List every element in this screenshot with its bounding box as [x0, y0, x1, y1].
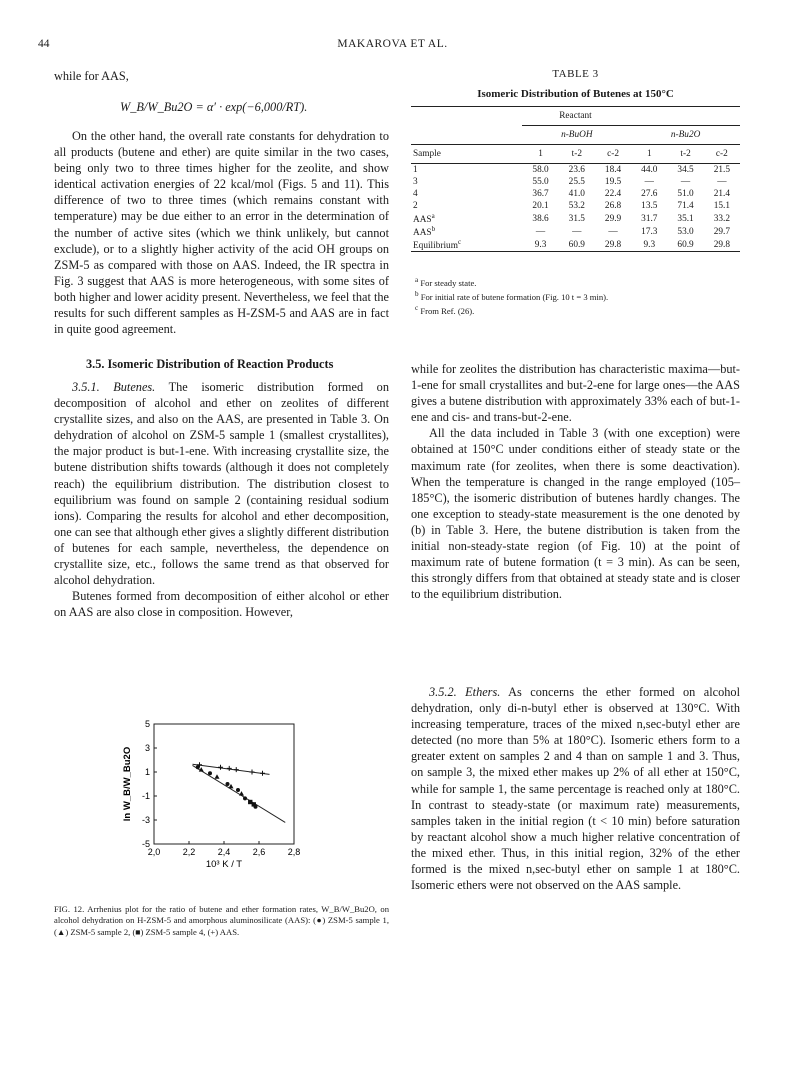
subsection-butenes: 3.5.1. Butenes.	[72, 380, 156, 394]
data-point-circle	[236, 788, 240, 792]
paragraph-text: while for zeolites the distribution has characteristic maxima—but-1-ene for small crystallites and but-2-ene for large ones—the AAS gives a butene distribution with approximately 33% each of but-1-ene and cis- and trans-but-2-ene.	[411, 362, 740, 425]
y-tick-label: 1	[144, 767, 150, 777]
data-point-circle	[226, 782, 230, 786]
table-row	[411, 188, 740, 200]
plot-frame	[154, 724, 294, 844]
x-tick-label: 2,8	[287, 847, 301, 857]
table-group-buoh: n-BuOH	[522, 126, 631, 145]
table-cell-sample: 1	[413, 165, 418, 175]
table-row	[411, 238, 740, 252]
table-cell: 29.8	[595, 238, 631, 252]
table-subcol: 1	[631, 145, 667, 164]
data-point-plus	[260, 771, 265, 776]
data-point-plus	[227, 766, 232, 771]
table-subcol: t-2	[667, 145, 703, 164]
data-point-square	[252, 802, 256, 806]
table-cell: 13.5	[641, 201, 658, 211]
table-footnotes	[415, 275, 608, 317]
x-tick-label: 2,2	[182, 847, 196, 857]
table-cell: 29.7	[713, 226, 730, 237]
table-cell: 31.5	[568, 213, 585, 224]
table-cell: 29.8	[704, 238, 740, 252]
paragraph-text: Butenes formed from decomposition of either alcohol or ether on AAS are also close in composition. However,	[54, 589, 389, 620]
footnote-mark: a	[431, 212, 435, 220]
table-cell: 34.5	[677, 165, 694, 175]
footnote-a: $^a$ For steady state.	[415, 276, 477, 288]
table-isomeric-distribution	[411, 106, 740, 252]
table-cell: 22.4	[604, 189, 622, 199]
table-cell: 71.4	[677, 201, 694, 211]
page-number: 44	[38, 38, 50, 50]
table-cell: 53.2	[568, 201, 585, 211]
paragraph-text: The isomeric distribution formed on decomposition of alcohol and ether on zeolites of different crystallite sizes, and also on the AAS, are presented in Table 3. On dehydration of alcohol on ZSM-5 sample 1 (smallest crystallites), the major product is but-1-ene. With increasing crystallite size, the butene distribution shifts towards (although it does not completely reach) the equilibrium distribution. The distribution closest to equilibrium was found on sample 2 (containing residual sodium ions). Comparing the results for alcohol and ether decomposition, one can see that although ether gives a slightly different distribution of butenes for each sample, nevertheless, the dependence on crystallite size, etc., follows the same trend as that observed for alcohol dehydration.	[54, 380, 389, 588]
data-point-plus	[218, 765, 223, 770]
paragraph-text: As concerns the ether formed on alcohol dehydration, only di-n-butyl ether is observed at 130°C. With increasing temperature, traces of the mixed n,sec-butyl ether are detected (no more than 5% at 180°C). Isomeric ethers form to a greater extent on samples 2 and 4 than on sample 1 and 3. Thus, on sample 3, the mixed ether makes up 2% of all ether at 150°C, while for sample 1, the same percentage is reached only at 180°C. In contrast to steady-state (or maximum rate) measurements, samples taken in the initial region (t < 10 min) before saturation by reactant alcohol show a much higher relative concentration of the mixed ether. Thus, in this initial region, 32% of the ether formed is the mixed n,sec-butyl ether on sample 1 at 180°C. Isomeric ethers were not observed on the AAS sample.	[411, 685, 740, 893]
table-cell: 21.5	[713, 165, 730, 175]
table-cell: 20.1	[532, 201, 549, 211]
table-subcol: c-2	[704, 145, 740, 164]
table-subcol: 1	[522, 145, 558, 164]
table-cell: 17.3	[641, 226, 658, 237]
paragraph-text: On the other hand, the overall rate constants for dehydration to all products (butene and ether) are quite similar in the two cases, being only two to three times higher for the zeolite, and show identical activation energies of 22 kcal/mol (Figs. 5 and 11). This difference of two to three times (which remains constant with temperature) may be due either to an error in the determination of the number of active sites (which we think unlikely, but cannot exclude), or to a slightly higher activity of the acid OH groups on ZSM-5 as compared with those on AAS. Indeed, the IR spectra in Fig. 3 suggest that AAS is more heterogeneous, with some sites of both higher and lower acidity present. Nevertheless, we feel that the results for such different samples as H-ZSM-5 and AAS are in fact in quite good agreement.	[54, 129, 389, 337]
table-row	[411, 225, 740, 238]
table-cell: 31.7	[641, 213, 658, 224]
table-row	[411, 200, 740, 212]
data-point-triangle	[215, 774, 220, 779]
section-heading: 3.5. Isomeric Distribution of Reaction Products	[86, 357, 334, 371]
table-cell: 19.5	[604, 177, 622, 187]
data-point-plus	[250, 770, 255, 775]
table-header-reactant: Reactant	[411, 107, 740, 126]
left-paragraph-1	[54, 128, 389, 337]
x-tick-label: 2,0	[147, 847, 161, 857]
left-paragraph-2	[54, 379, 389, 620]
paragraph-text: All the data included in Table 3 (with one exception) were obtained at 150°C under conditions either of steady state or the maximum rate (for zeolites, when there is some deactivation). When the temperature is changed in the range employed (105–185°C), the isomeric distribution of butenes hardly changes. The one exception to steady-state measurement is the one denoted by (b) in Table 3. Here, the butene distribution is taken from the initial non-steady-state region (of Fig. 10) at the point of maximum rate of butene formation (t = 3 min). As can be seen, this strongly differs from that obtained at steady state and is closer to the equilibrium distribution.	[411, 426, 740, 602]
table-col-sample: Sample	[411, 145, 522, 164]
y-tick-label: -1	[141, 791, 150, 801]
table-row	[411, 212, 740, 225]
table-cell: 58.0	[532, 165, 549, 175]
table-cell: 9.3	[522, 238, 558, 252]
fit-line	[193, 765, 286, 822]
table-cell: —	[644, 177, 654, 187]
table-cell-sample: Equilibrium$^c$	[411, 238, 522, 252]
table-cell-sample: AAS$^b$	[413, 225, 436, 239]
table-cell: —	[608, 226, 618, 237]
x-tick-label: 2,4	[217, 847, 231, 857]
right-paragraphs	[411, 361, 740, 602]
table-cell: 9.3	[631, 238, 667, 252]
data-point-triangle	[239, 791, 244, 796]
y-tick-label: 3	[144, 743, 150, 753]
x-tick-label: 2,6	[252, 847, 266, 857]
table-group-bu2o: n-Bu2O	[631, 126, 740, 145]
table-cell: 23.6	[568, 165, 585, 175]
table-cell: 29.9	[604, 213, 622, 224]
footnote-mark: b	[431, 225, 436, 234]
data-point-plus	[234, 767, 239, 772]
y-axis-label: ln W_B/W_Bu2O	[122, 746, 133, 822]
text-while-for-aas: while for AAS,	[54, 69, 129, 83]
table-number: TABLE 3	[552, 68, 599, 80]
data-point-circle	[243, 796, 247, 800]
table-cell-sample: 4	[413, 189, 418, 199]
paragraph-aas-lead	[54, 68, 389, 84]
table-cell: 44.0	[641, 165, 658, 175]
equation: W_B/W_Bu2O = α′ · exp(−6,000/RT).	[120, 100, 308, 114]
table-cell: 60.9	[667, 238, 703, 252]
table-cell: —	[717, 177, 727, 187]
footnote-mark: c	[457, 238, 462, 247]
table-cell: 53.0	[677, 226, 694, 237]
running-title: MAKAROVA ET AL.	[337, 38, 448, 50]
data-point-circle	[208, 771, 212, 775]
caption-text: Arrhenius plot for the ratio of butene and ether formation rates, W_B/W_Bu2O, on alcohol dehydration on H-ZSM-5 and amorphous aluminosilicate (AAS): (●) ZSM-5 sample 1, (▲) ZSM-5 sample 2, (■) ZSM-5 sample 4, (+) AAS.	[54, 904, 390, 937]
table-subcol: t-2	[559, 145, 595, 164]
right-paragraph-ethers	[411, 684, 740, 893]
table-cell: 18.4	[604, 165, 622, 175]
table-row	[411, 164, 740, 177]
table-cell: 27.6	[641, 189, 658, 199]
table-row	[411, 176, 740, 188]
table-cell: 36.7	[532, 189, 549, 199]
footnote-b: $^b$ For initial rate of butene formation (Fig. 10 t = 3 min).	[415, 289, 609, 302]
table-cell: 21.4	[713, 189, 730, 199]
table-subcol: c-2	[595, 145, 631, 164]
table-cell-sample: AAS$^a$	[413, 212, 435, 226]
table-cell: 55.0	[532, 177, 549, 187]
table-cell: —	[680, 177, 691, 187]
table-cell: 41.0	[568, 189, 585, 199]
footnote-c: $^c$ From Ref. (26).	[415, 303, 475, 316]
subsection-ethers: 3.5.2. Ethers.	[429, 685, 501, 699]
table-cell: 51.0	[677, 189, 694, 199]
table-cell: 60.9	[559, 238, 595, 252]
table-cell: 15.1	[713, 201, 730, 211]
table-cell: —	[535, 226, 546, 237]
table-cell: 35.1	[677, 213, 694, 224]
table-cell: —	[572, 226, 582, 237]
table-title: Isomeric Distribution of Butenes at 150°C	[477, 88, 674, 100]
table-cell: 25.5	[568, 177, 585, 187]
table-cell: 38.6	[532, 213, 549, 224]
figure-12-arrhenius-plot	[108, 718, 308, 868]
table-cell-sample: 2	[413, 201, 418, 211]
table-cell: 26.8	[604, 201, 622, 211]
caption-label: FIG. 12.	[54, 904, 85, 914]
y-tick-label: -3	[141, 815, 150, 825]
figure-caption	[54, 904, 389, 938]
table-cell: 33.2	[713, 213, 730, 224]
y-tick-label: -5	[141, 839, 150, 849]
table-cell-sample: 3	[413, 177, 418, 187]
x-axis-label: 10³ K / T	[205, 859, 243, 868]
y-tick-label: 5	[144, 719, 150, 729]
